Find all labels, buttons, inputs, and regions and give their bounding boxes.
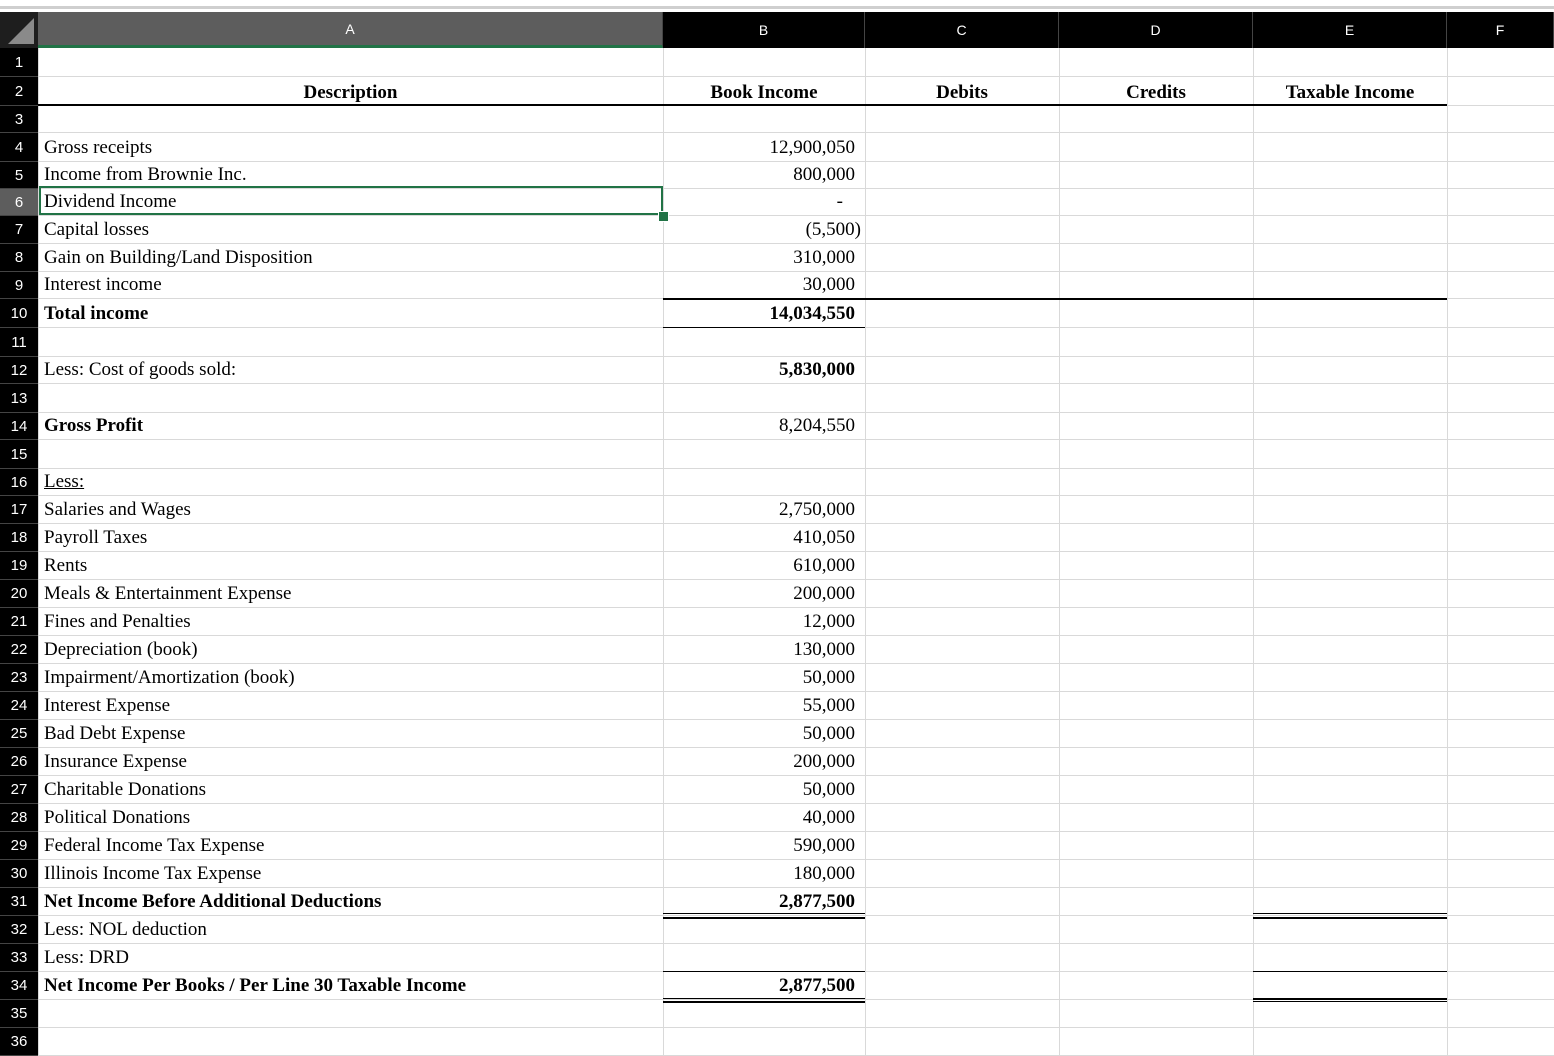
cell-a21[interactable]: Fines and Penalties xyxy=(44,611,191,632)
row-header-36[interactable]: 36 xyxy=(0,1028,38,1056)
row-header-9[interactable]: 9 xyxy=(0,272,38,299)
row-header-20[interactable]: 20 xyxy=(0,580,38,608)
drd-bottom-border-b xyxy=(663,971,865,972)
row-header-7[interactable]: 7 xyxy=(0,216,38,244)
cell-a23[interactable]: Impairment/Amortization (book) xyxy=(44,667,295,688)
row-header-19[interactable]: 19 xyxy=(0,552,38,580)
total-income-bottom-border-1 xyxy=(663,327,865,328)
cell-a10[interactable]: Total income xyxy=(44,303,149,324)
cell-a5[interactable]: Income from Brownie Inc. xyxy=(44,164,247,185)
row-header-23[interactable]: 23 xyxy=(0,664,38,692)
taxable-final-double-1 xyxy=(1253,998,1447,1000)
header-taxable-income[interactable]: Taxable Income xyxy=(1285,82,1415,103)
cell-a31[interactable]: Net Income Before Additional Deductions xyxy=(44,891,382,912)
cell-b28[interactable]: 40,000 xyxy=(802,807,855,828)
column-header-f[interactable]: F xyxy=(1447,12,1554,48)
cell-a14[interactable]: Gross Profit xyxy=(44,415,144,436)
cell-b8[interactable]: 310,000 xyxy=(793,247,855,268)
cell-a4[interactable]: Gross receipts xyxy=(44,137,153,158)
total-income-top-border xyxy=(663,298,1447,300)
header-credits[interactable]: Credits xyxy=(1126,82,1186,103)
row-header-24[interactable]: 24 xyxy=(0,692,38,720)
cell-b12[interactable]: 5,830,000 xyxy=(779,359,855,380)
cell-b19[interactable]: 610,000 xyxy=(793,555,855,576)
cell-b21[interactable]: 12,000 xyxy=(802,611,855,632)
cell-a34[interactable]: Net Income Per Books / Per Line 30 Taxable Income xyxy=(44,975,467,996)
row-header-11[interactable]: 11 xyxy=(0,328,38,357)
cell-b17[interactable]: 2,750,000 xyxy=(779,499,855,520)
column-header-b[interactable]: B xyxy=(663,12,865,48)
row-header-28[interactable]: 28 xyxy=(0,804,38,832)
cell-a27[interactable]: Charitable Donations xyxy=(44,779,206,800)
column-header-c[interactable]: C xyxy=(865,12,1059,48)
row-header-30[interactable]: 30 xyxy=(0,860,38,888)
cell-a20[interactable]: Meals & Entertainment Expense xyxy=(44,583,292,604)
cell-a7[interactable]: Capital losses xyxy=(44,219,150,240)
fill-handle[interactable] xyxy=(658,211,669,222)
row-header-17[interactable]: 17 xyxy=(0,496,38,524)
row-header-22[interactable]: 22 xyxy=(0,636,38,664)
header-book-income[interactable]: Book Income xyxy=(710,82,818,103)
net-before-deductions-double-1 xyxy=(663,913,865,914)
row-header-21[interactable]: 21 xyxy=(0,608,38,636)
row-header-10[interactable]: 10 xyxy=(0,299,38,328)
row-header-35[interactable]: 35 xyxy=(0,1000,38,1028)
cell-b14[interactable]: 8,204,550 xyxy=(779,415,855,436)
cell-b10[interactable]: 14,034,550 xyxy=(769,303,855,324)
column-header-d[interactable]: D xyxy=(1059,12,1253,48)
cell-b20[interactable]: 200,000 xyxy=(793,583,855,604)
column-header-a[interactable]: A xyxy=(38,12,663,48)
select-all-corner[interactable] xyxy=(0,12,38,48)
cell-b29[interactable]: 590,000 xyxy=(793,835,855,856)
cell-b31[interactable]: 2,877,500 xyxy=(779,891,855,912)
cell-a18[interactable]: Payroll Taxes xyxy=(44,527,148,548)
row-header-15[interactable]: 15 xyxy=(0,440,38,469)
header-debits[interactable]: Debits xyxy=(936,82,988,103)
cell-b7[interactable]: (5,500) xyxy=(805,219,861,240)
cell-b24[interactable]: 55,000 xyxy=(802,695,855,716)
cell-b23[interactable]: 50,000 xyxy=(802,667,855,688)
drd-bottom-border-e xyxy=(1253,971,1447,972)
cell-a25[interactable]: Bad Debt Expense xyxy=(44,723,186,744)
cell-a16[interactable]: Less: xyxy=(44,471,85,492)
cell-b9[interactable]: 30,000 xyxy=(802,274,855,295)
top-bar xyxy=(0,0,1554,12)
row-header-13[interactable]: 13 xyxy=(0,384,38,413)
cell-b25[interactable]: 50,000 xyxy=(802,723,855,744)
cell-b30[interactable]: 180,000 xyxy=(793,863,855,884)
row-header-8[interactable]: 8 xyxy=(0,244,38,272)
cell-a26[interactable]: Insurance Expense xyxy=(44,751,187,772)
row-header-14[interactable]: 14 xyxy=(0,413,38,440)
cell-a24[interactable]: Interest Expense xyxy=(44,695,171,716)
cell-b27[interactable]: 50,000 xyxy=(802,779,855,800)
cell-a12[interactable]: Less: Cost of goods sold: xyxy=(44,359,237,380)
row-header-5[interactable]: 5 xyxy=(0,162,38,189)
cell-a22[interactable]: Depreciation (book) xyxy=(44,639,198,660)
header-description[interactable]: Description xyxy=(303,82,398,103)
row-header-1[interactable]: 1 xyxy=(0,48,38,77)
cell-a33[interactable]: Less: DRD xyxy=(44,947,129,968)
cell-b34[interactable]: 2,877,500 xyxy=(779,975,855,996)
row-header-2[interactable]: 2 xyxy=(0,77,38,106)
row-header-32[interactable]: 32 xyxy=(0,916,38,944)
cell-a32[interactable]: Less: NOL deduction xyxy=(44,919,207,940)
taxable-final-double-2 xyxy=(1253,1001,1447,1002)
taxable-double-2 xyxy=(1253,917,1447,919)
row-header-29[interactable]: 29 xyxy=(0,832,38,860)
row-header-25[interactable]: 25 xyxy=(0,720,38,748)
cell-b22[interactable]: 130,000 xyxy=(793,639,855,660)
row-header-12[interactable]: 12 xyxy=(0,357,38,384)
row-header-33[interactable]: 33 xyxy=(0,944,38,972)
row-header-31[interactable]: 31 xyxy=(0,888,38,916)
header-underline xyxy=(38,104,1447,106)
cell-a9[interactable]: Interest income xyxy=(44,274,162,295)
net-per-books-double-1 xyxy=(663,998,865,999)
row-header-4[interactable]: 4 xyxy=(0,133,38,162)
net-before-deductions-double-2 xyxy=(663,917,865,919)
cell-a8[interactable]: Gain on Building/Land Disposition xyxy=(44,247,313,268)
cell-b5[interactable]: 800,000 xyxy=(793,164,855,185)
cell-a6[interactable]: Dividend Income xyxy=(44,191,177,212)
row-header-18[interactable]: 18 xyxy=(0,524,38,552)
cell-b18[interactable]: 410,050 xyxy=(793,527,855,548)
row-header-34[interactable]: 34 xyxy=(0,972,38,1000)
row-header-6[interactable]: 6 xyxy=(0,189,38,216)
cell-a30[interactable]: Illinois Income Tax Expense xyxy=(44,863,262,884)
cell-b26[interactable]: 200,000 xyxy=(793,751,855,772)
cell-b6[interactable]: - xyxy=(836,191,843,212)
row-header-16[interactable]: 16 xyxy=(0,469,38,496)
row-header-27[interactable]: 27 xyxy=(0,776,38,804)
row-header-26[interactable]: 26 xyxy=(0,748,38,776)
net-per-books-double-2 xyxy=(663,1001,865,1003)
row-header-3[interactable]: 3 xyxy=(0,106,38,133)
taxable-double-1 xyxy=(1253,913,1447,914)
cell-a28[interactable]: Political Donations xyxy=(44,807,191,828)
cell-a17[interactable]: Salaries and Wages xyxy=(44,499,191,520)
cell-a19[interactable]: Rents xyxy=(44,555,88,576)
active-cell-selection[interactable] xyxy=(39,186,663,215)
cell-a29[interactable]: Federal Income Tax Expense xyxy=(44,835,265,856)
cell-b4[interactable]: 12,900,050 xyxy=(769,137,855,158)
column-header-e[interactable]: E xyxy=(1253,12,1447,48)
